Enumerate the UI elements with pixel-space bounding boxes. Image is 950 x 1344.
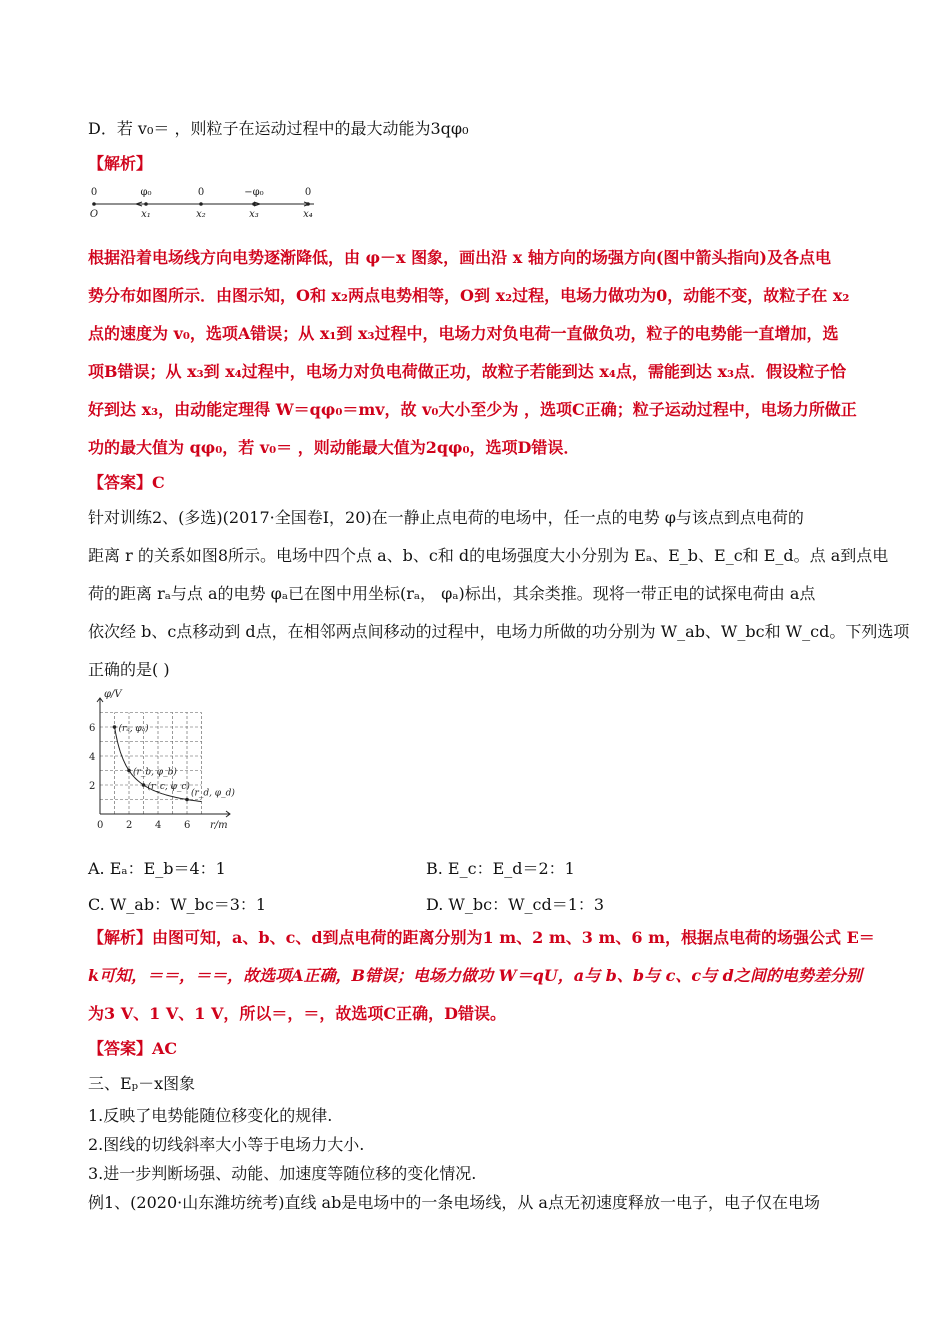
y-tick-label: 2	[89, 781, 96, 792]
x-tick-label: 4	[155, 820, 162, 831]
question-line-4: 依次经 b、c点移动到 d点，在相邻两点间移动的过程中，电场力所做的功分别为 W_ab、W_bc和 W_cd。下列选项	[88, 622, 910, 641]
analysis-line-1: 根据沿着电场线方向电势逐渐降低，由 φ－x 图象，画出沿 x 轴方向的场强方向(图中箭头指向)及各点电	[88, 248, 831, 267]
y-axis-label: φ/V	[104, 689, 122, 700]
data-point	[113, 725, 117, 729]
x-tick-label: 0	[97, 820, 104, 831]
analysis2-line-3: 为3 V、1 V、1 V，所以＝，＝，故选项C正确，D错误。	[88, 1004, 506, 1023]
analysis-heading: 【解析】	[88, 154, 153, 173]
analysis2-line-1	[88, 927, 875, 949]
data-point	[142, 783, 146, 787]
point-label: (rₐ, φₐ)	[118, 724, 149, 734]
point-2: 2.图线的切线斜率大小等于电场力大小.	[88, 1135, 365, 1154]
question-line-3: 荷的距离 rₐ与点 a的电势 φₐ已在图中用坐标(rₐ， φₐ)标出，其余类推。现将一带正电的试探电荷由 a点	[88, 584, 816, 603]
option-d-text: D．若 v₀＝ ，则粒子在运动过程中的最大动能为3qφ₀	[88, 119, 469, 138]
data-point	[185, 798, 189, 802]
section-heading: 三、Eₚ－x图象	[88, 1074, 196, 1093]
axis-top-0: 0	[90, 187, 98, 198]
analysis-line-4: 项B错误；从 x₃到 x₄过程中，电场力对负电荷做正功，故粒子若能到达 x₄点，需能到达 x₃点．假设粒子恰	[88, 362, 846, 381]
point-3: 3.进一步判断场强、动能、加速度等随位移的变化情况.	[88, 1164, 477, 1183]
data-point	[127, 769, 131, 773]
option-a[interactable]: A. Eₐ：E_b＝4：1	[88, 859, 226, 878]
y-tick-label: 6	[89, 723, 96, 734]
option-c[interactable]: C. W_ab：W_bc＝3：1	[88, 895, 267, 914]
question-line-5: 正确的是( )	[88, 660, 170, 679]
analysis2-text: 由图可知，a、b、c、d到点电荷的距离分别为1 m、2 m、3 m、6 m，根据点电荷的场强公式 E＝	[152, 928, 875, 947]
point-label: (r_d, φ_d)	[191, 788, 235, 799]
question-line-2: 距离 r 的关系如图8所示。电场中四个点 a、b、c和 d的电场强度大小分别为 Eₐ、E_b、E_c和 E_d。点 a到点电	[88, 546, 889, 565]
answer-2: 【答案】AC	[88, 1039, 178, 1058]
x-tick-label: 2	[126, 820, 133, 831]
x-tick-label: 6	[184, 820, 191, 831]
point-label: (r_c, φ_c)	[147, 782, 190, 792]
analysis2-line-2: k可知，＝＝，＝＝，故选项A正确，B错误；电场力做功 W＝qU，a与 b、b与 c、c与 d之间的电势差分别	[88, 966, 862, 985]
analysis-line-6: 功的最大值为 qφ₀，若 v₀＝ ，则动能最大值为2qφ₀，选项D错误．	[88, 438, 580, 457]
x-axis-label: r/m	[210, 820, 228, 831]
answer-1: 【答案】C	[88, 473, 165, 492]
analysis-line-3: 点的速度为 v₀，选项A错误；从 x₁到 x₃过程中，电场力对负电荷一直做负功，粒子的电势能一直增加，选	[88, 324, 839, 343]
phi-r-chart	[84, 688, 244, 836]
y-tick-label: 4	[89, 752, 96, 763]
option-d[interactable]: D. W_bc：W_cd＝1：3	[426, 895, 605, 914]
axis-top-1: φ₀	[140, 187, 152, 198]
analysis-line-5: 好到达 x₃，由动能定理得 W＝qφ₀＝mv，故 v₀大小至少为 ，选项C正确；粒子运动过程中，电场力所做正	[88, 400, 857, 419]
point-1: 1.反映了电势能随位移变化的规律.	[88, 1106, 333, 1125]
point-label: (r_b, φ_b)	[133, 767, 177, 778]
axis-bottom-1: x₁	[141, 209, 151, 220]
analysis-line-2: 势分布如图所示．由图示知，O和 x₂两点电势相等，O到 x₂过程，电场力做功为0，动能不变，故粒子在 x₂	[88, 286, 850, 305]
axis-bottom-3: x₃	[249, 209, 259, 220]
example-1: 例1、(2020·山东潍坊统考)直线 ab是电场中的一条电场线，从 a点无初速度释放一电子，电子仅在电场	[88, 1193, 820, 1212]
axis-bottom-0: O	[89, 209, 99, 220]
axis-top-3: −φ₀	[244, 187, 264, 198]
analysis2-heading: 【解析】	[88, 928, 153, 947]
option-b[interactable]: B. E_c：E_d＝2：1	[426, 859, 575, 878]
axis-top-2: 0	[197, 187, 205, 198]
axis-bottom-2: x₂	[196, 209, 206, 220]
axis-bottom-4: x₄	[303, 209, 313, 220]
axis-diagram	[86, 182, 326, 222]
axis-top-4: 0	[304, 187, 312, 198]
question-line-1: 针对训练2、(多选)(2017·全国卷Ⅰ，20)在一静止点电荷的电场中，任一点的电势 φ与该点到点电荷的	[88, 508, 804, 527]
